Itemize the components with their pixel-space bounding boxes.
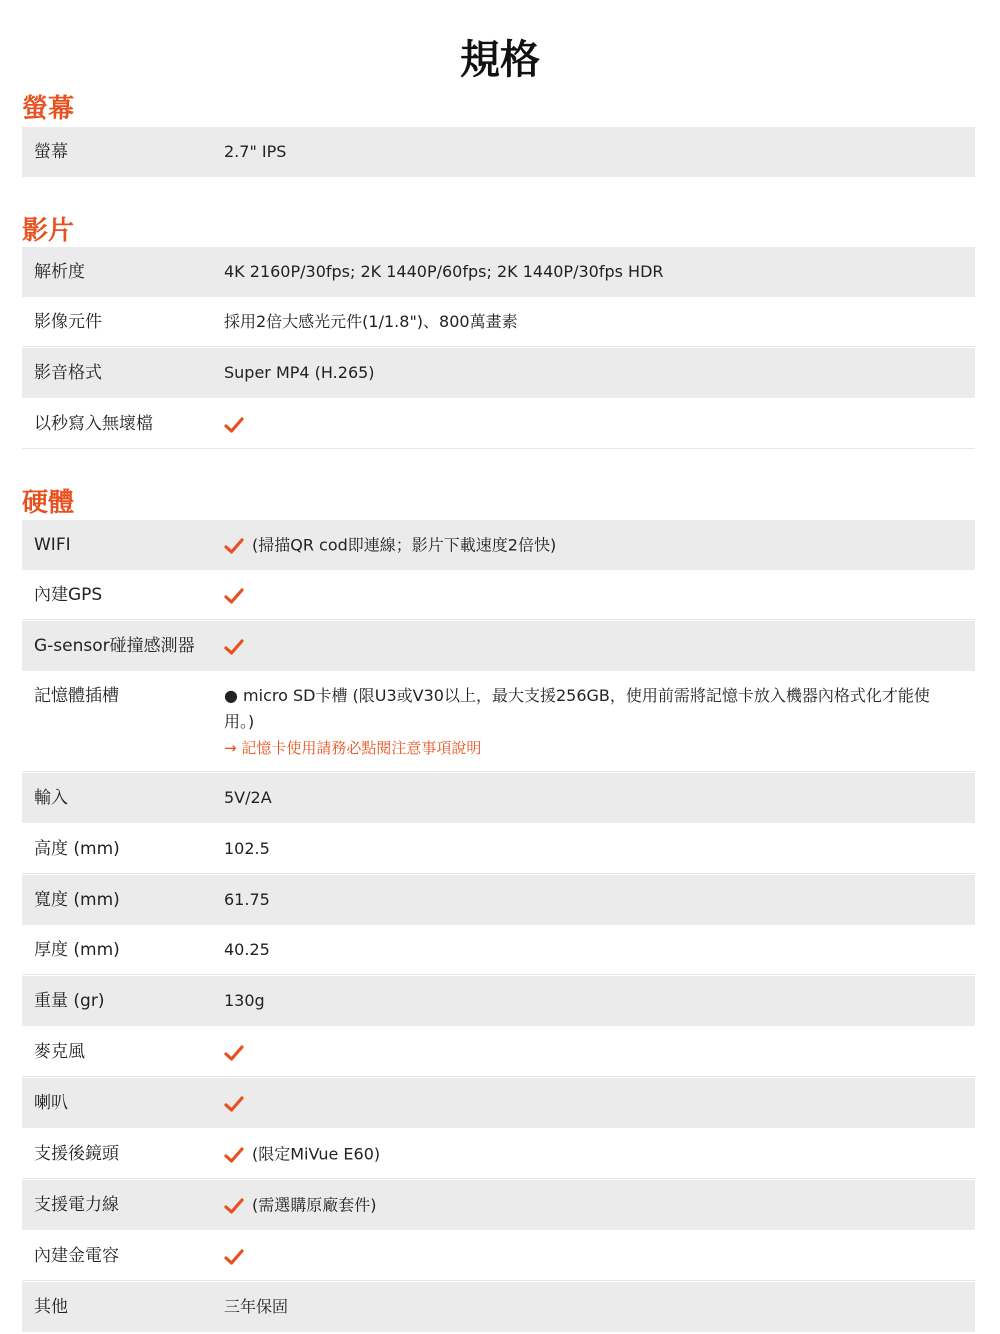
memory-card-notice-link[interactable]: → 記憶卡使用請務必點閱注意事項說明 [224, 739, 482, 757]
spec-value [224, 1027, 252, 1077]
spec-value: 130g [224, 991, 265, 1010]
spec-value [224, 1231, 252, 1281]
spec-row-speaker [22, 1078, 975, 1128]
spec-value [224, 621, 252, 671]
spec-label: 影像元件 [34, 312, 102, 332]
check-icon [224, 637, 244, 657]
spec-label: 支援後鏡頭 [34, 1144, 119, 1164]
spec-row-rear-camera [22, 1129, 975, 1179]
spec-label: 內建GPS [34, 585, 103, 605]
spec-label: 記憶體插槽 [34, 686, 119, 706]
spec-row-instant-write [22, 399, 975, 449]
spec-value [224, 1180, 377, 1231]
spec-row-input [22, 773, 975, 823]
spec-value [224, 399, 252, 449]
spec-row-height [22, 824, 975, 874]
spec-value: 三年保固 [224, 1297, 289, 1316]
spec-label: 厚度 (mm) [34, 940, 120, 960]
spec-row-depth [22, 925, 975, 975]
spec-label: 重量 (gr) [34, 991, 105, 1011]
spec-value: 40.25 [224, 940, 270, 959]
spec-value [224, 570, 252, 620]
spec-label: 寬度 (mm) [34, 890, 120, 910]
check-icon [224, 536, 244, 556]
spec-label: 影音格式 [34, 363, 102, 383]
spec-row-sensor [22, 297, 975, 347]
spec-note: (需選購原廠套件) [252, 1195, 377, 1215]
spec-row-width [22, 875, 975, 925]
check-icon [224, 1094, 244, 1114]
spec-note: (掃描QR cod即連線；影片下載速度2倍快) [252, 535, 557, 555]
spec-label: 以秒寫入無壞檔 [34, 414, 153, 434]
memory-slot-line1: ● micro SD卡槽 (限U3或V30以上，最大支援256GB，使用前需將記憶卡放入機器內格式化才能使 [224, 686, 930, 705]
spec-row-other [22, 1282, 975, 1332]
spec-value: Super MP4 (H.265) [224, 363, 375, 382]
spec-row-gsensor [22, 621, 975, 671]
spec-label: 支援電力線 [34, 1195, 119, 1215]
memory-slot-line2: 用。) [224, 712, 255, 731]
spec-value: 102.5 [224, 839, 270, 858]
spec-row-supercapacitor [22, 1231, 975, 1281]
spec-value: 2.7" IPS [224, 142, 287, 161]
section-title-hardware: 硬體 [22, 488, 75, 518]
check-icon [224, 1043, 244, 1063]
spec-row-power-cable [22, 1180, 975, 1230]
spec-label: 螢幕 [34, 142, 68, 162]
section-title-video: 影片 [22, 216, 75, 246]
spec-row-screen [22, 127, 975, 177]
spec-value [224, 1078, 252, 1128]
spec-label: WIFI [34, 535, 71, 555]
spec-note: (限定MiVue E60) [252, 1144, 381, 1164]
spec-label: 解析度 [34, 262, 85, 282]
spec-label: G-sensor碰撞感測器 [34, 636, 195, 656]
spec-row-microphone [22, 1027, 975, 1077]
spec-label: 其他 [34, 1297, 68, 1317]
check-icon [224, 1196, 244, 1216]
check-icon [224, 415, 244, 435]
spec-value: 4K 2160P/30fps; 2K 1440P/60fps; 2K 1440P/30fps HDR [224, 262, 664, 281]
spec-row-gps [22, 570, 975, 620]
spec-label: 輸入 [34, 788, 68, 808]
spec-row-memory-slot [22, 671, 975, 772]
section-title-screen: 螢幕 [22, 94, 75, 124]
spec-value [224, 1129, 380, 1180]
spec-value [224, 683, 964, 761]
spec-value: 61.75 [224, 890, 270, 909]
check-icon [224, 586, 244, 606]
spec-value: 採用2倍大感光元件(1/1.8")、800萬畫素 [224, 312, 518, 331]
spec-row-weight [22, 976, 975, 1026]
spec-label: 麥克風 [34, 1042, 85, 1062]
spec-row-format [22, 348, 975, 398]
page-title: 規格 [460, 37, 540, 83]
spec-label: 內建金電容 [34, 1246, 119, 1266]
spec-value [224, 520, 556, 571]
spec-label: 喇叭 [34, 1093, 68, 1113]
check-icon [224, 1145, 244, 1165]
spec-label: 高度 (mm) [34, 839, 120, 859]
spec-value: 5V/2A [224, 788, 272, 807]
spec-row-wifi [22, 520, 975, 570]
spec-row-resolution [22, 247, 975, 297]
check-icon [224, 1247, 244, 1267]
